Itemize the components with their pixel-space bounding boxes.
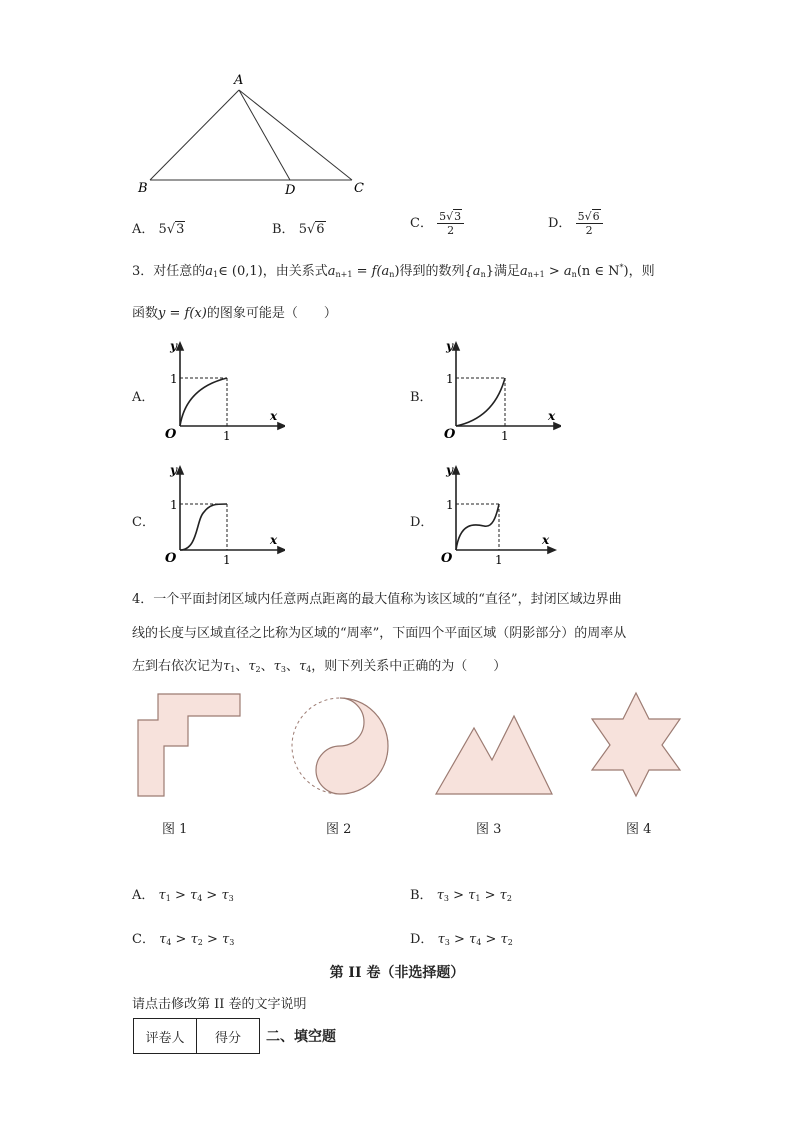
math-func: y = f(x) [158,306,207,321]
y-tick-label: 1 [170,498,178,512]
tau-sub: 3 [443,894,449,903]
separator: 、 [285,659,299,674]
radicand: 6 [316,222,325,237]
math-sub: n+1 [527,270,545,279]
gt-sign: > [202,932,223,947]
option-coef: 5 [577,210,585,223]
sqrt-sign: √ [166,222,176,237]
math-interval: ∈ (0,1) [218,264,263,279]
x-axis-label: x [548,409,556,423]
gt-sign: > [481,932,501,947]
math-sub: n+1 [335,270,353,279]
y-axis-label: y [170,339,177,353]
sqrt-sign: √ [306,222,316,237]
q4-line-1: 4．一个平面封闭区域内任意两点距离的最大值称为该区域的“直径”，封闭区域边界曲 [132,592,622,607]
graph-a[interactable] [160,336,285,446]
figure-4-star [588,690,684,800]
tau-sub: 4 [197,894,203,903]
math-domain: (n ∈ N [576,264,620,279]
gt-sign: > [170,888,190,903]
tau-sub: 2 [506,894,512,903]
figure-3-caption: 图 3 [476,822,502,837]
vertex-c-label: C [354,181,364,196]
gt-sign: > [202,888,222,903]
figure-2-yinyang [290,694,390,798]
tau-symbol: τ [248,659,256,674]
math-sub: n [571,270,577,279]
tau-sub: 2 [255,665,261,674]
gt-sign: > [449,932,470,947]
q2-option-d[interactable] [548,210,603,237]
q2-option-c[interactable] [410,210,464,237]
graph-d[interactable] [436,460,561,570]
x-tick-label: 1 [501,429,509,443]
math-var: a [327,264,336,279]
tau-sub: 2 [197,938,203,947]
gt-sign: > [171,932,191,947]
q4-option-c[interactable] [132,928,234,947]
tau-symbol: τ [190,888,198,903]
radicand: 3 [454,210,462,223]
q3-line-2 [132,302,337,321]
tau-sub: 3 [229,938,235,947]
fraction [576,210,603,237]
y-axis-label: y [170,463,177,477]
x-axis-label: x [542,533,550,547]
math-sub: n [389,270,395,279]
origin-label: O [165,427,177,442]
text: 函数 [132,306,159,321]
x-axis-label: x [270,409,278,423]
vertex-d-label: D [285,183,296,198]
tau-symbol: τ [437,932,445,947]
math-sup: * [619,263,624,272]
option-coef: 5 [439,210,447,223]
tau-symbol: τ [468,888,476,903]
y-axis-label: y [446,339,453,353]
option-letter: A． [132,222,155,237]
graph-b[interactable] [436,336,561,446]
q3-option-c-label[interactable]: C． [132,515,155,530]
graph-c[interactable] [160,460,285,570]
score-cell: 得分 [197,1019,260,1054]
text: ，则下列关系中正确的为（ ） [311,659,507,674]
tau-sub: 4 [476,938,482,947]
tau-symbol: τ [500,932,508,947]
question-number: 3． [132,264,154,279]
radicand: 3 [176,222,185,237]
q4-option-d[interactable] [410,928,513,947]
q4-option-b[interactable] [410,884,512,903]
origin-label: O [441,551,453,566]
option-coef: 5 [298,222,307,237]
sqrt-sign: √ [584,210,592,223]
text: ，由关系式 [262,264,328,279]
tau-sub: 3 [280,665,286,674]
q3-option-d-label[interactable]: D． [410,515,434,530]
text: ，则 [628,264,655,279]
math-var: a [520,264,528,279]
math-gt: > a [544,264,572,279]
option-letter: C． [132,932,155,947]
option-letter: D． [548,216,572,231]
figure-2-caption: 图 2 [326,822,352,837]
gt-sign: > [449,888,469,903]
option-coef: 5 [158,222,167,237]
text: 得到的数列 [399,264,465,279]
q4-line-3 [132,655,506,674]
fraction [437,210,464,237]
x-axis-label: x [270,533,278,547]
math-close: ) [623,264,629,279]
tau-sub: 4 [166,938,172,947]
figure-1-staircase [136,692,244,798]
option-letter: B． [410,888,433,903]
tau-symbol: τ [222,932,230,947]
tau-sub: 2 [507,938,513,947]
q4-line-2: 线的长度与区域直径之比称为区域的“周率”，下面四个平面区域（阴影部分）的周率从 [132,626,627,641]
separator: 、 [260,659,274,674]
math-var: a [205,264,214,279]
math-eq: = f( [352,264,382,279]
tau-symbol: τ [158,888,166,903]
tau-sub: 1 [230,665,236,674]
y-tick-label: 1 [446,372,454,386]
option-letter: A． [132,888,155,903]
math-sub: 1 [213,270,219,279]
x-tick-label: 1 [223,553,231,567]
tau-symbol: τ [436,888,444,903]
sqrt-sign: √ [446,210,454,223]
tau-symbol: τ [223,659,231,674]
text: 左到右依次记为 [132,659,224,674]
math-sub: n [480,270,486,279]
origin-label: O [165,551,177,566]
section-fill-blank-heading: 二、填空题 [266,1029,336,1045]
grader-cell: 评卷人 [134,1019,197,1054]
text: 满足 [494,264,521,279]
text: 对任意的 [153,264,206,279]
q4-option-a[interactable] [132,884,234,903]
tau-symbol: τ [273,659,281,674]
tau-sub: 4 [306,665,312,674]
x-tick-label: 1 [495,553,503,567]
tau-symbol: τ [499,888,507,903]
x-tick-label: 1 [223,429,231,443]
y-tick-label: 1 [446,498,454,512]
origin-label: O [444,427,456,442]
q3-line-1 [132,260,655,279]
radicand: 6 [592,210,600,223]
q2-option-b[interactable] [272,218,326,237]
math-var: a [381,264,390,279]
option-letter: C． [410,216,433,231]
tau-sub: 3 [444,938,450,947]
math-close: ) [394,264,400,279]
separator: 、 [235,659,249,674]
y-tick-label: 1 [170,372,178,386]
tau-sub: 1 [165,894,171,903]
tau-sub: 3 [228,894,234,903]
denominator: 2 [447,224,455,237]
score-table [133,1018,260,1054]
tau-symbol: τ [469,932,477,947]
y-axis-label: y [446,463,453,477]
text: 的图象可能是（ ） [206,306,337,321]
tau-symbol: τ [221,888,229,903]
math-seq: {a [464,264,481,279]
denominator: 2 [585,224,593,237]
vertex-b-label: B [138,181,148,196]
q3-option-a-label[interactable]: A． [132,390,155,405]
tau-symbol: τ [298,659,307,674]
gt-sign: > [480,888,500,903]
triangle-figure [130,68,380,200]
q3-option-b-label[interactable]: B． [410,390,433,405]
tau-symbol: τ [190,932,198,947]
figure-4-caption: 图 4 [626,822,652,837]
option-letter: B． [272,222,295,237]
math-close: } [485,264,494,279]
vertex-a-label: A [234,73,244,88]
tau-symbol: τ [159,932,167,947]
option-letter: D． [410,932,434,947]
figure-3-mountains [434,714,554,798]
part-2-title: 第 II 卷（非选择题） [329,965,465,981]
part-2-note[interactable]: 请点击修改第 II 卷的文字说明 [132,997,307,1012]
q2-option-a[interactable] [132,218,185,237]
tau-sub: 1 [475,894,481,903]
figure-1-caption: 图 1 [162,822,188,837]
